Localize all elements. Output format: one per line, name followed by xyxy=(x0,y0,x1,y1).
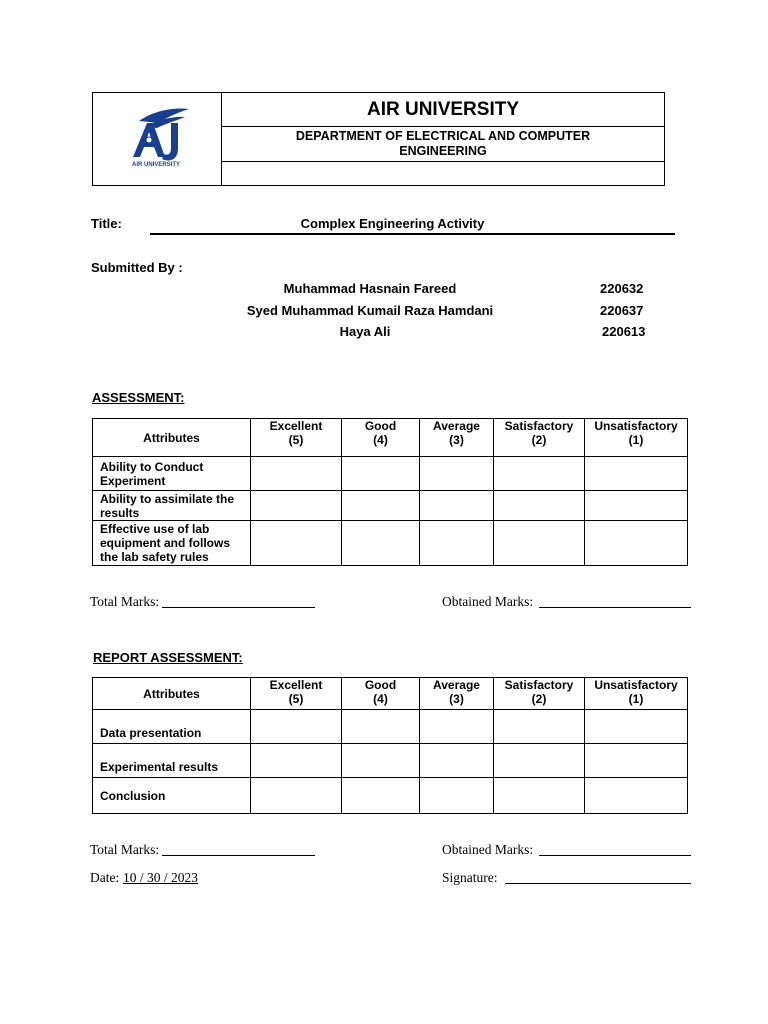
report-assessment-heading: REPORT ASSESSMENT: xyxy=(93,650,243,665)
column-header: Good (4) xyxy=(342,419,420,457)
logo-text: AIR UNIVERSITY xyxy=(131,162,181,168)
total-marks-line[interactable] xyxy=(162,607,315,608)
student-name: Haya Ali xyxy=(339,324,391,339)
score-cell[interactable] xyxy=(420,744,494,778)
title-label: Title: xyxy=(91,216,122,231)
attribute-cell: Ability to Conduct Experiment xyxy=(93,457,251,491)
score-cell[interactable] xyxy=(420,710,494,744)
report-total-marks-label: Total Marks: xyxy=(90,842,160,857)
column-header: Unsatisfactory (1) xyxy=(585,419,688,457)
submitted-by-label: Submitted By : xyxy=(91,260,183,275)
table-row xyxy=(93,521,688,566)
attribute-cell: Data presentation xyxy=(93,710,251,744)
score-cell[interactable] xyxy=(251,744,342,778)
attribute-cell: Conclusion xyxy=(93,778,251,814)
score-cell[interactable] xyxy=(342,521,420,566)
date-label: Date: xyxy=(90,870,120,885)
score-cell[interactable] xyxy=(585,457,688,491)
score-cell[interactable] xyxy=(342,710,420,744)
air-university-logo xyxy=(93,93,220,183)
column-header: Satisfactory (2) xyxy=(494,419,585,457)
score-cell[interactable] xyxy=(251,778,342,814)
score-cell[interactable] xyxy=(251,521,342,566)
student-id: 220637 xyxy=(600,303,644,318)
column-header: Excellent (5) xyxy=(251,419,342,457)
table-row xyxy=(93,778,688,814)
assessment-heading: ASSESSMENT: xyxy=(92,390,185,405)
score-cell[interactable] xyxy=(585,491,688,521)
attribute-cell: Effective use of lab equipment and follows the lab safety rules xyxy=(93,521,251,566)
score-cell[interactable] xyxy=(585,710,688,744)
score-cell[interactable] xyxy=(494,457,585,491)
report-assessment-table xyxy=(92,677,688,814)
table-header-row xyxy=(93,678,688,710)
student-name: Syed Muhammad Kumail Raza Hamdani xyxy=(246,303,494,318)
title-value: Complex Engineering Activity xyxy=(300,216,485,231)
student-id: 220613 xyxy=(602,324,646,339)
signature-label: Signature: xyxy=(442,870,498,885)
table-row xyxy=(93,491,688,521)
score-cell[interactable] xyxy=(251,491,342,521)
header-box xyxy=(92,92,665,186)
column-header: Attributes xyxy=(93,419,251,457)
score-cell[interactable] xyxy=(494,491,585,521)
score-cell[interactable] xyxy=(585,744,688,778)
title-underline xyxy=(150,233,675,235)
score-cell[interactable] xyxy=(494,778,585,814)
score-cell[interactable] xyxy=(251,457,342,491)
department-text: DEPARTMENT OF ELECTRICAL AND COMPUTER ENGINEERING xyxy=(295,129,591,158)
university-name: AIR UNIVERSITY xyxy=(222,93,664,127)
table-row xyxy=(93,457,688,491)
obtained-marks-line[interactable] xyxy=(539,607,691,608)
score-cell[interactable] xyxy=(420,457,494,491)
column-header: Average (3) xyxy=(420,678,494,710)
table-row xyxy=(93,744,688,778)
column-header: Satisfactory (2) xyxy=(494,678,585,710)
column-header: Average (3) xyxy=(420,419,494,457)
table-header-row xyxy=(93,419,688,457)
score-cell[interactable] xyxy=(420,778,494,814)
score-cell[interactable] xyxy=(585,778,688,814)
column-header: Unsatisfactory (1) xyxy=(585,678,688,710)
attribute-cell: Ability to assimilate the results xyxy=(93,491,251,521)
department-name xyxy=(222,127,664,162)
score-cell[interactable] xyxy=(420,491,494,521)
column-header: Excellent (5) xyxy=(251,678,342,710)
signature-line[interactable] xyxy=(505,883,691,884)
column-header: Good (4) xyxy=(342,678,420,710)
score-cell[interactable] xyxy=(494,744,585,778)
report-obtained-marks-line[interactable] xyxy=(539,855,691,856)
score-cell[interactable] xyxy=(585,521,688,566)
total-marks-label: Total Marks: xyxy=(90,594,160,609)
column-header: Attributes xyxy=(93,678,251,710)
student-name: Muhammad Hasnain Fareed xyxy=(283,281,457,296)
attribute-cell: Experimental results xyxy=(93,744,251,778)
student-id: 220632 xyxy=(600,281,644,296)
score-cell[interactable] xyxy=(251,710,342,744)
table-row xyxy=(93,710,688,744)
score-cell[interactable] xyxy=(494,521,585,566)
score-cell[interactable] xyxy=(420,521,494,566)
score-cell[interactable] xyxy=(342,778,420,814)
assessment-table xyxy=(92,418,688,566)
score-cell[interactable] xyxy=(342,491,420,521)
report-obtained-marks-label: Obtained Marks: xyxy=(442,842,534,857)
score-cell[interactable] xyxy=(494,710,585,744)
date-value: 10 / 30 / 2023 xyxy=(123,870,199,885)
logo-cell xyxy=(93,93,222,185)
score-cell[interactable] xyxy=(342,744,420,778)
obtained-marks-label: Obtained Marks: xyxy=(442,594,534,609)
report-total-marks-line[interactable] xyxy=(162,855,315,856)
score-cell[interactable] xyxy=(342,457,420,491)
